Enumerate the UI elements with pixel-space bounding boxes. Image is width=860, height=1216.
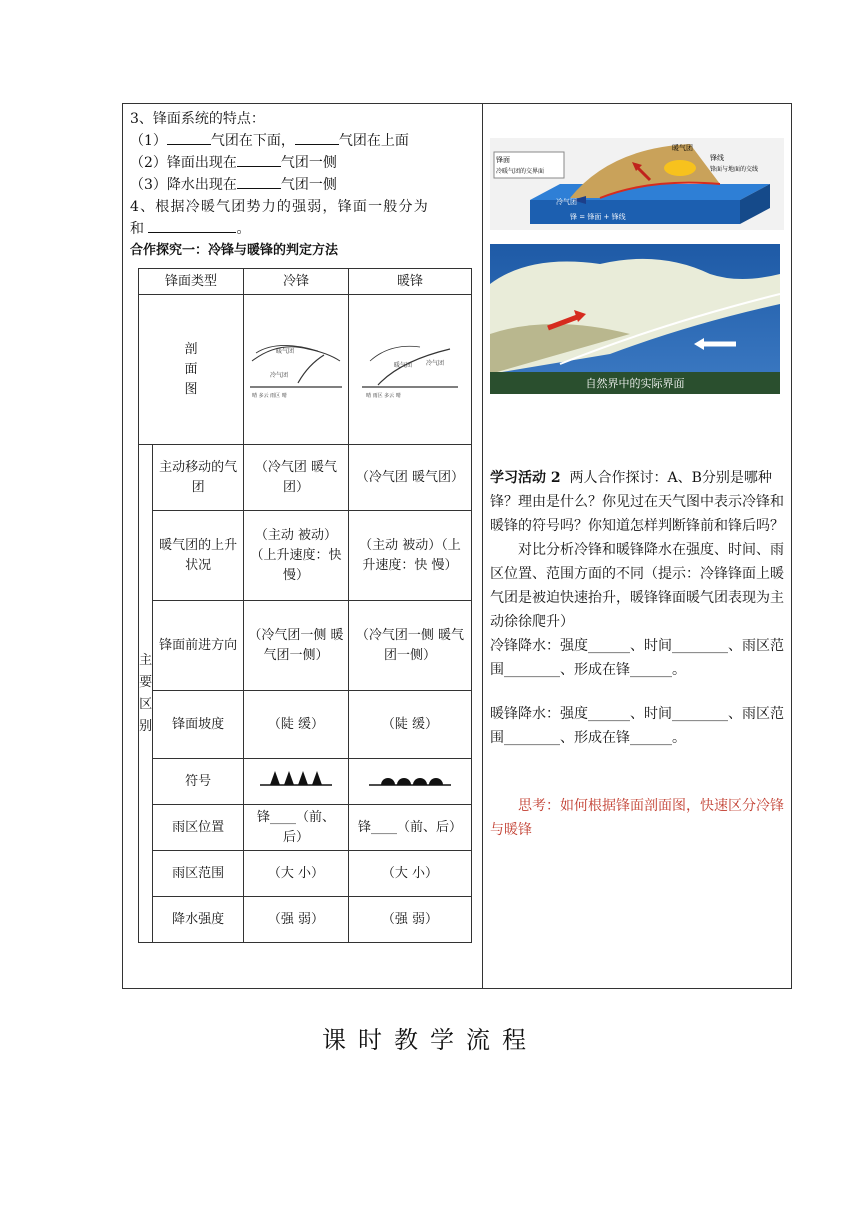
row-cold-value[interactable]: （冷气团一侧 暖气团一侧） xyxy=(244,601,349,691)
warm-front-section-image xyxy=(360,331,460,401)
cold-diagram-cold-label: 冷气团 xyxy=(270,372,289,379)
header-type: 锋面类型 xyxy=(139,269,244,295)
illus-warm-label: 暖气团 xyxy=(672,144,693,152)
blank[interactable] xyxy=(167,130,211,145)
row-label: 雨区范围 xyxy=(153,851,244,897)
illus-formula: 锋 = 锋面 + 锋线 xyxy=(570,213,626,221)
activity-text: 两人合作探讨：A、B分别是哪种锋？理由是什么？你见过在天气图中表示冷锋和暖锋的符号吗？你知道怎样判断锋前和锋后吗？ xyxy=(490,470,784,534)
cold-front-symbol-icon xyxy=(256,767,336,789)
q3-item1 xyxy=(130,130,475,152)
row-warm-value[interactable]: 锋____（前、后） xyxy=(349,805,472,851)
row-warm-value[interactable]: （强 弱） xyxy=(349,897,472,943)
q3-1c: 气团在上面 xyxy=(338,133,409,149)
q3-2a: （2）锋面出现在 xyxy=(130,155,237,171)
q4-line1: 4、根据冷暖气团势力的强弱，锋面一般分为 xyxy=(130,199,429,215)
warm-diagram-warm-label: 暖气团 xyxy=(394,362,413,369)
blank[interactable] xyxy=(237,152,281,167)
row-warm-value[interactable]: （冷气团 暖气团） xyxy=(349,445,472,511)
illus-line-label: 锋线 xyxy=(710,154,724,162)
warm-front-diagram xyxy=(349,295,472,445)
photo-caption: 自然界中的实际界面 xyxy=(585,377,685,390)
q3-1b: 气团在下面， xyxy=(210,133,295,149)
q4-line2 xyxy=(130,218,475,240)
cold-diagram-ground: 晴 多云 雨区 晴 xyxy=(252,393,287,399)
row-label: 雨区位置 xyxy=(153,805,244,851)
warm-diagram-cold-label: 冷气团 xyxy=(426,360,445,367)
warm-front-symbol-icon xyxy=(365,767,455,789)
row-warm-value[interactable]: （主动 被动）（上升速度：快 慢） xyxy=(349,511,472,601)
row-label: 主动移动的气团 xyxy=(153,445,244,511)
q3-3a: （3）降水出现在 xyxy=(130,177,237,193)
activity-section xyxy=(490,466,784,842)
warm-rain-blanks[interactable]: 暖锋降水：强度______、时间________、雨区范围________、形成在锋______。 xyxy=(490,706,784,746)
warm-diagram-ground: 晴 雨区 多云 晴 xyxy=(366,393,401,399)
blank[interactable] xyxy=(237,174,281,189)
row-warm-value[interactable]: （大 小） xyxy=(349,851,472,897)
cold-rain-blanks[interactable]: 冷锋降水：强度______、时间________、雨区范围________、形成在锋______。 xyxy=(490,638,784,678)
blank[interactable] xyxy=(295,130,339,145)
row-cold-value[interactable]: （陡 缓） xyxy=(244,691,349,759)
row-label: 锋面前进方向 xyxy=(153,601,244,691)
cold-front-section-image xyxy=(248,331,344,401)
row-label: 降水强度 xyxy=(153,897,244,943)
q3-2b: 气团一侧 xyxy=(280,155,337,171)
row-label: 暖气团的上升状况 xyxy=(153,511,244,601)
row-label: 锋面坡度 xyxy=(153,691,244,759)
illus-cold-label: 冷气团 xyxy=(556,198,577,206)
section-label-text: 剖 面 图 xyxy=(184,341,198,397)
q4-end: 。 xyxy=(236,221,251,237)
section-label xyxy=(139,295,244,445)
cold-front-diagram xyxy=(244,295,349,445)
row-warm-value[interactable]: （冷气团一侧 暖气团一侧） xyxy=(349,601,472,691)
left-column xyxy=(130,108,475,262)
q3-title: 3、锋面系统的特点： xyxy=(130,111,265,127)
right-column xyxy=(490,138,784,394)
column-divider xyxy=(482,103,483,989)
coop-heading: 合作探究一：冷锋与暖锋的判定方法 xyxy=(130,243,339,258)
q3-3b: 气团一侧 xyxy=(280,177,337,193)
front-3d-illustration-svg xyxy=(490,138,784,230)
q3-1a: （1） xyxy=(130,133,167,149)
q4-and: 和 xyxy=(130,221,144,237)
illus-front-desc: 冷暖气团的交界面 xyxy=(496,168,545,175)
compare-text: 对比分析冷锋和暖锋降水在强度、时间、雨区位置、范围方面的不同（提示：冷锋锋面上暖气团是被迫快速抬升，暖锋锋面暖气团表现为主动徐徐爬升） xyxy=(490,542,784,630)
comparison-table xyxy=(138,268,472,943)
blank[interactable] xyxy=(148,218,236,233)
row-cold-value[interactable]: （冷气团 暖气团） xyxy=(244,445,349,511)
natural-front-photo xyxy=(490,244,780,394)
natural-front-photo-svg xyxy=(490,244,780,394)
activity-title: 学习活动 2 xyxy=(490,470,561,486)
header-warm: 暖锋 xyxy=(349,269,472,295)
cold-front-symbol xyxy=(244,759,349,805)
header-cold: 冷锋 xyxy=(244,269,349,295)
row-cold-value[interactable]: （强 弱） xyxy=(244,897,349,943)
footer-title: 课时教学流程 xyxy=(322,1026,538,1054)
row-warm-value[interactable]: （陡 缓） xyxy=(349,691,472,759)
row-cold-value[interactable]: 锋____（前、后） xyxy=(244,805,349,851)
think-question: 思考：如何根据锋面剖面图，快速区分冷锋与暖锋 xyxy=(490,798,784,838)
illus-line-desc: 锋面与地面的交线 xyxy=(710,166,759,173)
row-cold-value[interactable]: （主动 被动）（上升速度：快 慢） xyxy=(244,511,349,601)
row-label: 符号 xyxy=(153,759,244,805)
warm-front-symbol xyxy=(349,759,472,805)
side-label-text: 主 要 区 别 xyxy=(139,652,153,734)
row-cold-value[interactable]: （大 小） xyxy=(244,851,349,897)
cold-diagram-warm-label: 暖气团 xyxy=(276,348,295,355)
front-3d-illustration xyxy=(490,138,784,230)
q3-item2 xyxy=(130,152,475,174)
illus-front-label: 锋面 xyxy=(496,156,510,164)
q3-item3 xyxy=(130,174,475,196)
activity-paragraph xyxy=(490,466,784,538)
side-label xyxy=(139,445,153,943)
